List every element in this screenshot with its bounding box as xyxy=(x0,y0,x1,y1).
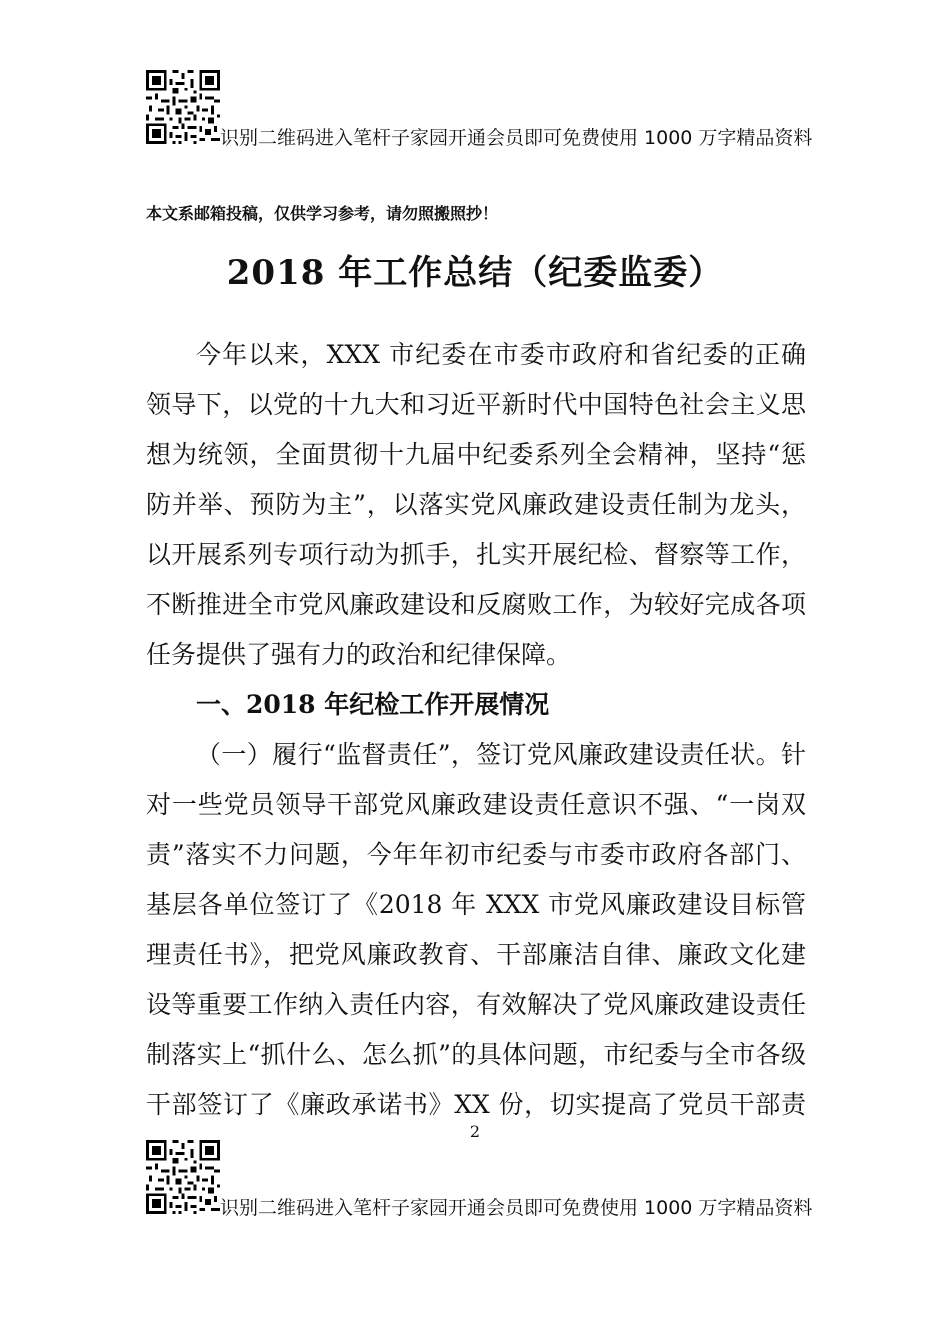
page-number: 2 xyxy=(469,1122,481,1141)
promo-text: 识别二维码进入笔杆子家园开通会员即可免费使用 1000 万字精品资料 xyxy=(220,1197,813,1219)
promo-text: 识别二维码进入笔杆子家园开通会员即可免费使用 1000 万字精品资料 xyxy=(220,127,813,149)
document-title: 2018 年工作总结（纪委监委） xyxy=(226,252,724,293)
document-body xyxy=(146,330,806,1180)
section-heading: 一、2018 年纪检工作开展情况 xyxy=(196,690,550,719)
paragraph: 今年以来，XXX 市纪委在市委市政府和省纪委的正确领导下，以党的十九大和习近平新时代中国特色社会主义思想为统领，全面贯彻十九届中纪委系列全会精神，坚持“惩防并举、预防为主”，以落实党风廉政建设责任制为龙头，以开展系列专项行动为抓手，扎实开展纪检、督察等工作，不断推进全市党风廉政建设和反腐败工作，为较好完成各项任务提供了强有力的政治和纪律保障。 xyxy=(146,340,806,669)
footer-banner xyxy=(146,1140,836,1219)
header-banner xyxy=(146,70,836,149)
submission-notice: 本文系邮箱投稿，仅供学习参考，请勿照搬照抄！ xyxy=(146,204,499,223)
paragraph: （一）履行“监督责任”，签订党风廉政建设责任状。针对一些党员领导干部党风廉政建设责任意识不强、“一岗双责”落实不力问题，今年年初市纪委与市委市政府各部门、基层各单位签订了《2018 年 XXX 市党风廉政建设目标管理责任书》，把党风廉政教育、干部廉洁自律、廉政文化建设等重要工作纳入责任内容，有效解决了党风廉政建设责任制落实上“抓什么、怎么抓”的具体问题，市纪委与全市各级干部签订了《廉政承诺书》XX 份，切实提高了党员干部责 xyxy=(146,740,806,1119)
